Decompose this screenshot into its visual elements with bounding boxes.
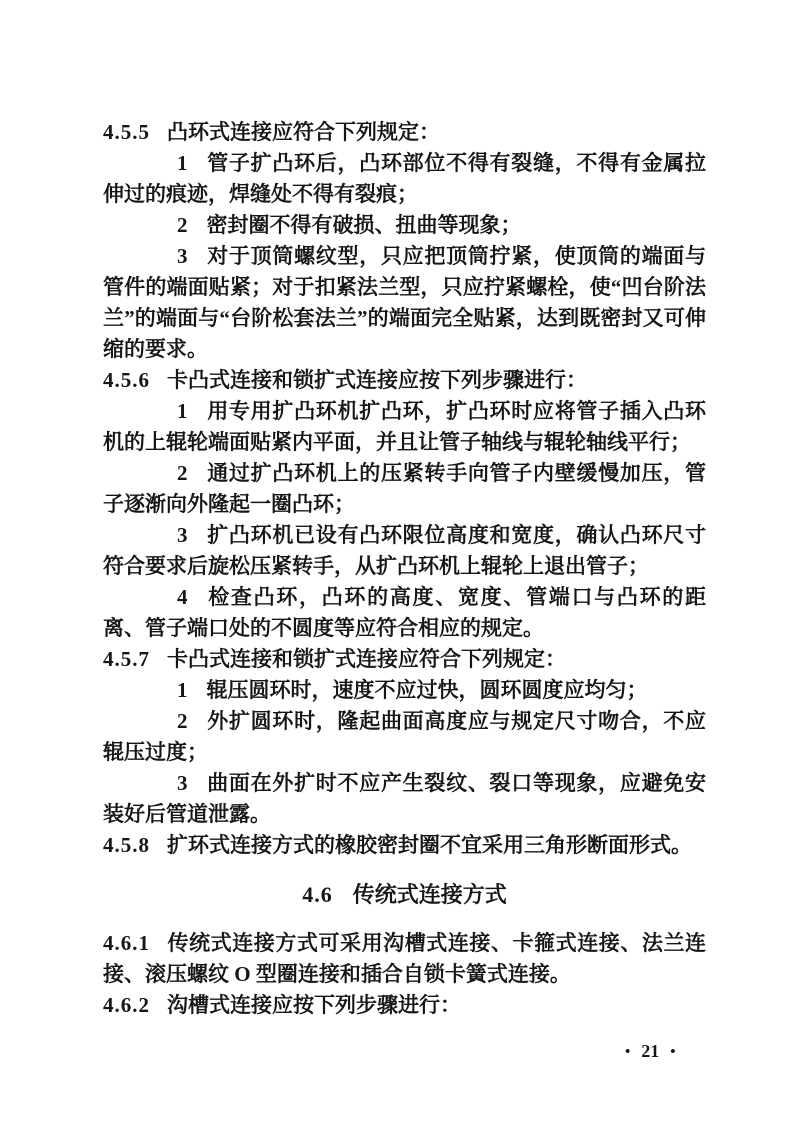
item-paragraph xyxy=(103,675,706,706)
item-number: 1 xyxy=(177,399,188,423)
section-title: 传统式连接方式 xyxy=(352,882,507,907)
clause-paragraph xyxy=(103,365,706,396)
item-number: 2 xyxy=(177,709,188,733)
item-paragraph xyxy=(103,458,706,520)
item-number: 2 xyxy=(177,461,188,485)
item-text: 辊压圆环时，速度不应过快，圆环圆度应均匀； xyxy=(206,678,648,702)
clause-number: 4.5.8 xyxy=(103,833,150,857)
item-text: 管子扩凸环后，凸环部位不得有裂缝，不得有金属拉伸过的痕迹，焊缝处不得有裂痕； xyxy=(103,151,706,206)
item-text: 曲面在外扩时不应产生裂纹、裂口等现象，应避免安装好后管道泄露。 xyxy=(103,771,706,826)
item-paragraph xyxy=(103,520,706,582)
item-paragraph xyxy=(103,706,706,768)
item-number: 2 xyxy=(177,213,188,237)
clause-text: 凸环式连接应符合下列规定： xyxy=(167,120,440,144)
item-text: 通过扩凸环机上的压紧转手向管子内壁缓慢加压，管子逐渐向外隆起一圈凸环； xyxy=(103,461,706,516)
item-text: 用专用扩凸环机扩凸环，扩凸环时应将管子插入凸环机的上辊轮端面贴紧内平面，并且让管子轴线与辊轮轴线平行； xyxy=(103,399,706,454)
item-number: 1 xyxy=(177,151,188,175)
clause-paragraph xyxy=(103,990,706,1021)
clause-number: 4.6.2 xyxy=(103,993,150,1017)
section-heading xyxy=(103,879,706,910)
page-number-right-dot-icon: • xyxy=(670,1044,676,1060)
document-body xyxy=(103,117,706,1021)
item-paragraph xyxy=(103,148,706,210)
item-number: 3 xyxy=(177,244,188,268)
clause-text: 扩环式连接方式的橡胶密封圈不宜采用三角形断面形式。 xyxy=(167,833,692,857)
section-number: 4.6 xyxy=(302,882,333,907)
clause-text: 沟槽式连接应按下列步骤进行： xyxy=(167,993,461,1017)
clause-paragraph xyxy=(103,830,706,861)
page-number-left-dot-icon: • xyxy=(625,1044,631,1060)
clause-number: 4.5.7 xyxy=(103,647,150,671)
clause-text: 卡凸式连接和锁扩式连接应符合下列规定： xyxy=(167,647,566,671)
item-paragraph xyxy=(103,768,706,830)
item-number: 4 xyxy=(177,585,188,609)
item-paragraph xyxy=(103,396,706,458)
item-text: 外扩圆环时，隆起曲面高度应与规定尺寸吻合，不应辊压过度； xyxy=(103,709,706,764)
clause-text: 卡凸式连接和锁扩式连接应按下列步骤进行： xyxy=(167,368,587,392)
clause-paragraph xyxy=(103,117,706,148)
clause-number: 4.5.6 xyxy=(103,368,150,392)
clause-number: 4.5.5 xyxy=(103,120,150,144)
item-paragraph xyxy=(103,582,706,644)
item-number: 1 xyxy=(177,678,188,702)
clause-paragraph xyxy=(103,928,706,990)
page-number xyxy=(625,1041,676,1062)
item-text: 扩凸环机已设有凸环限位高度和宽度，确认凸环尺寸符合要求后旋松压紧转手，从扩凸环机上辊轮上退出管子； xyxy=(103,523,706,578)
item-text: 密封圈不得有破损、扭曲等现象； xyxy=(206,213,522,237)
clause-number: 4.6.1 xyxy=(103,931,150,955)
item-number: 3 xyxy=(177,771,188,795)
item-text: 对于顶筒螺纹型，只应把顶筒拧紧，使顶筒的端面与管件的端面贴紧；对于扣紧法兰型，只应拧紧螺栓，使“凹台阶法兰”的端面与“台阶松套法兰”的端面完全贴紧，达到既密封又可伸缩的要求。 xyxy=(103,244,706,361)
page-number-value: 21 xyxy=(641,1041,660,1061)
item-paragraph xyxy=(103,210,706,241)
clause-text: 传统式连接方式可采用沟槽式连接、卡箍式连接、法兰连接、滚压螺纹 O 型圈连接和插合自锁卡簧式连接。 xyxy=(103,931,706,986)
item-text: 检查凸环，凸环的高度、宽度、管端口与凸环的距离、管子端口处的不圆度等应符合相应的规定。 xyxy=(103,585,706,640)
clause-paragraph xyxy=(103,644,706,675)
item-paragraph xyxy=(103,241,706,365)
item-number: 3 xyxy=(177,523,188,547)
